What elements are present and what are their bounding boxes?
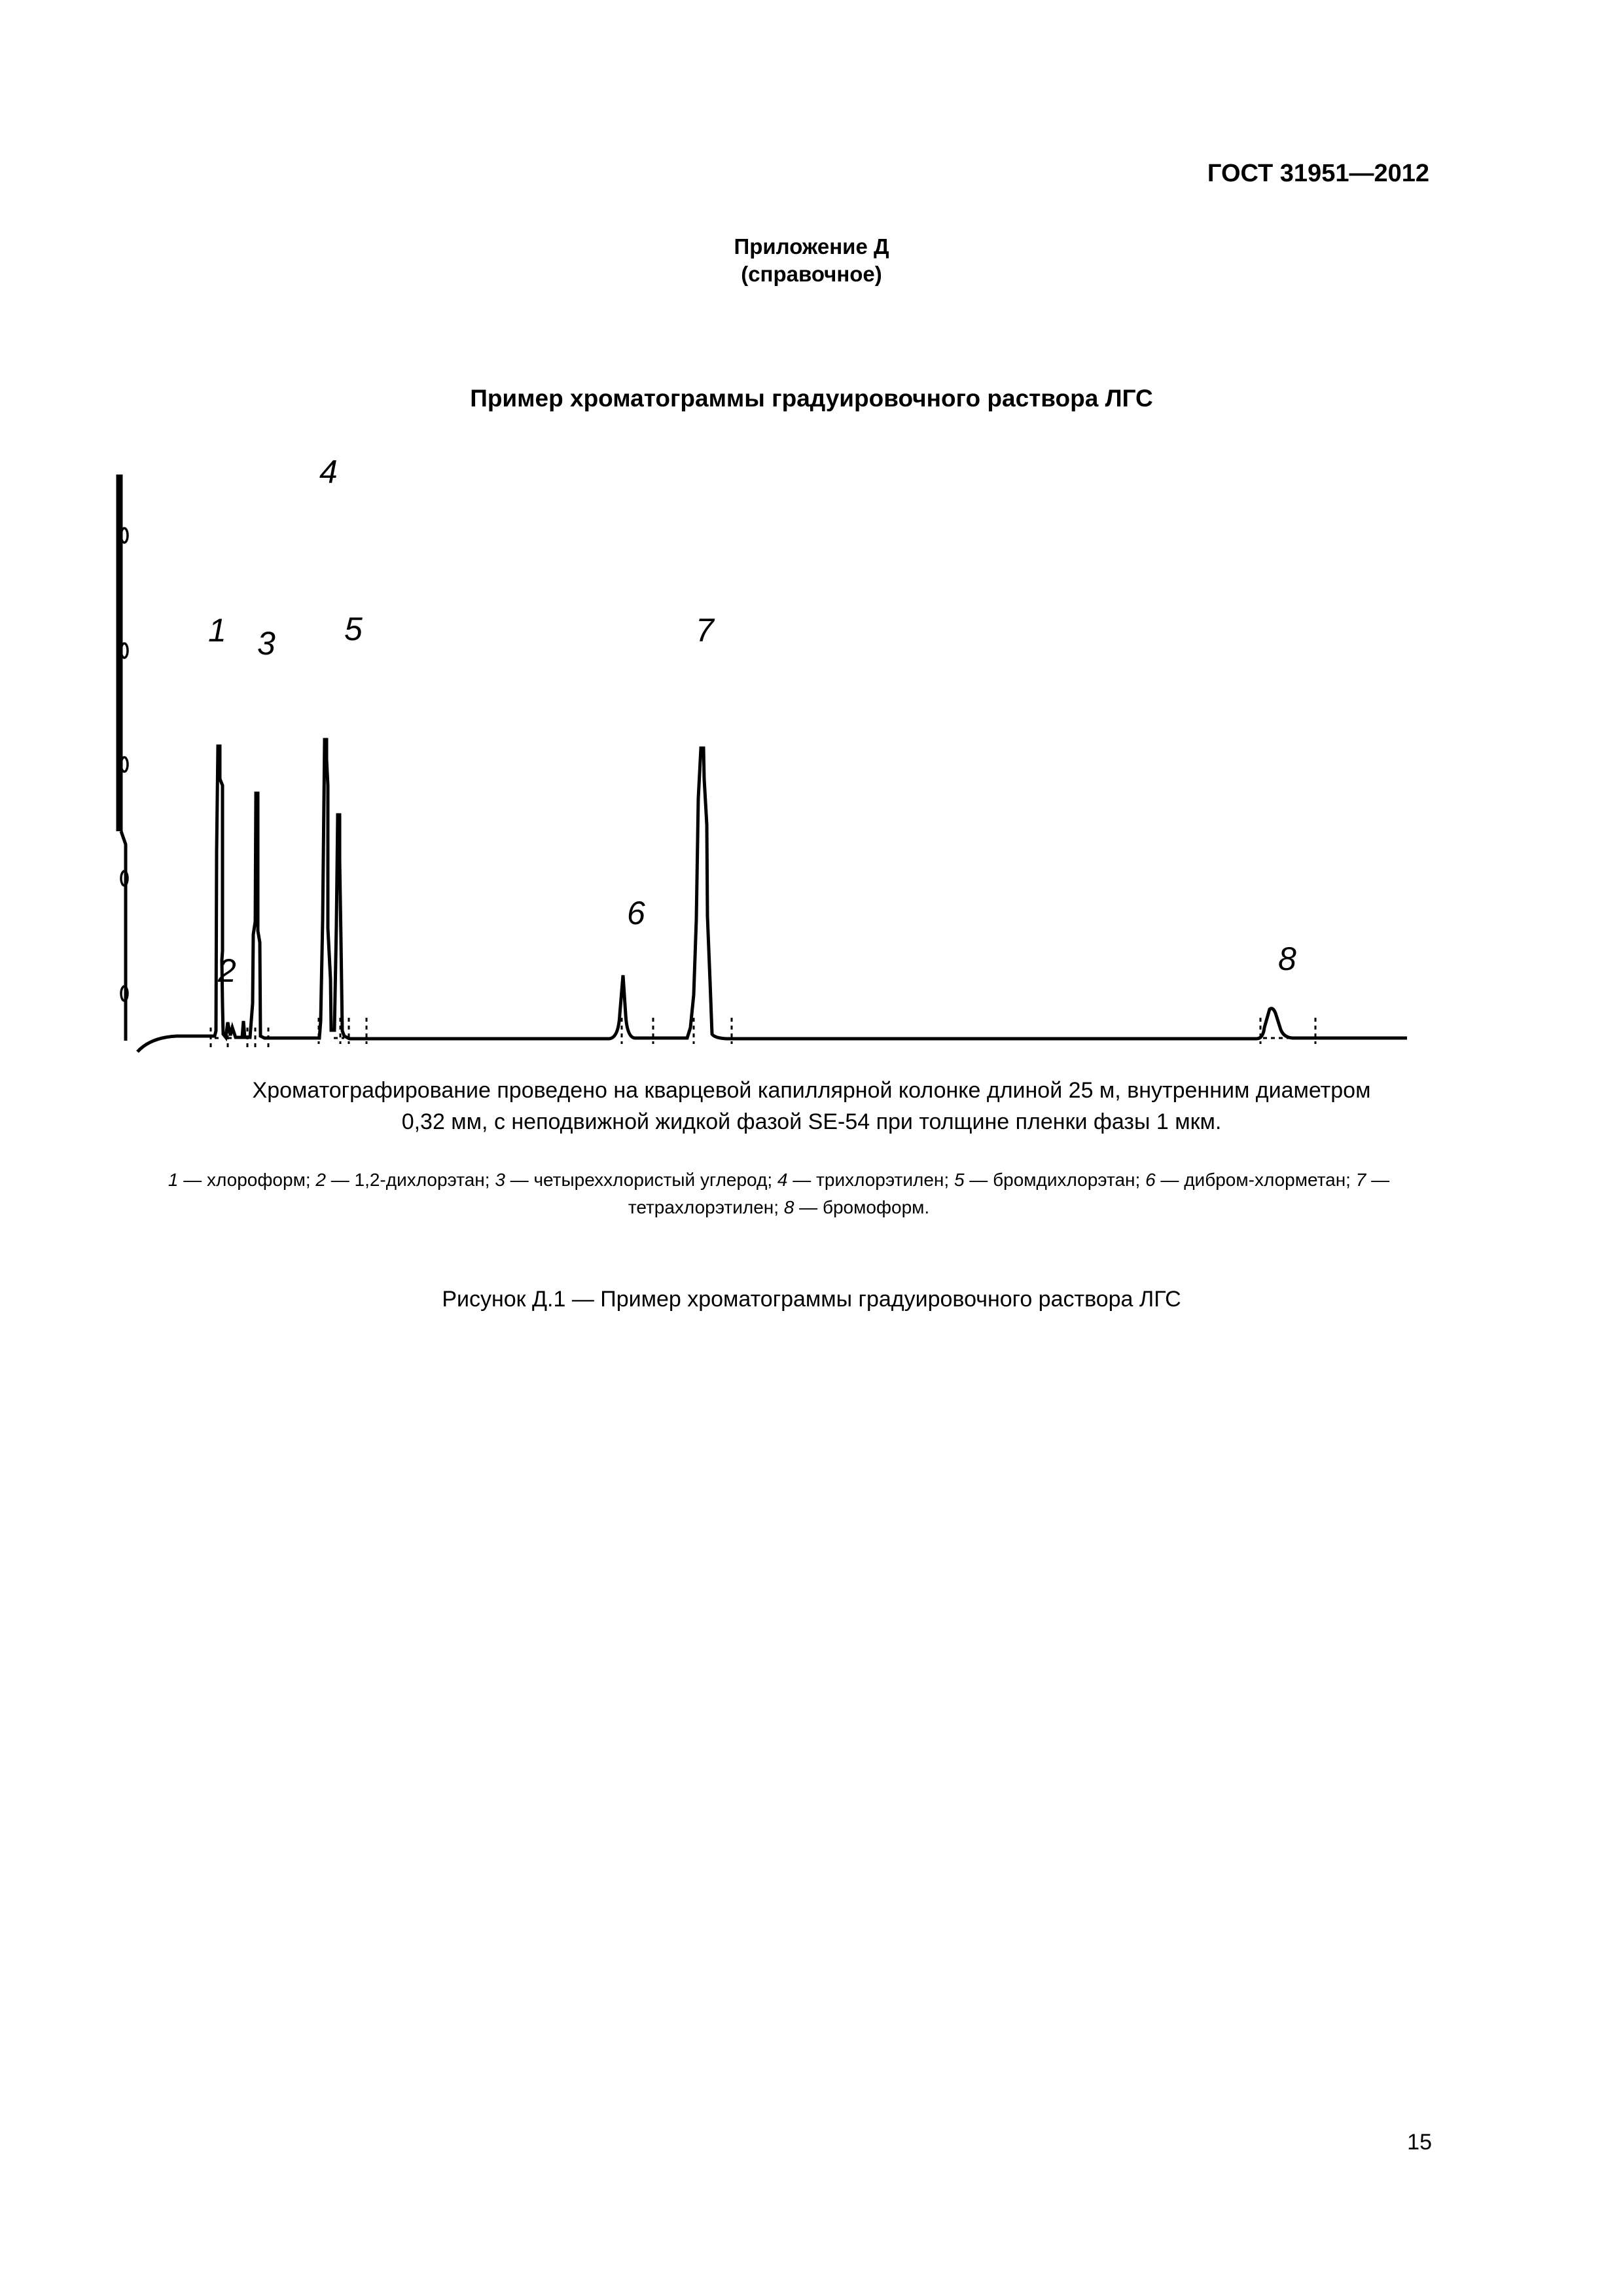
appendix-heading	[0, 233, 1623, 288]
figure-legend	[115, 1166, 1443, 1221]
conditions-line-1: Хроматографирование проведено на кварцевой капиллярной колонке длиной 25 м, внутренним диаметром	[252, 1078, 1371, 1103]
figure-conditions	[151, 1075, 1472, 1138]
peak-label-1: 1	[208, 612, 226, 649]
axis-tick-mark	[121, 528, 128, 543]
legend-text: — дибром-хлорметан;	[1155, 1170, 1356, 1190]
legend-num: 6	[1145, 1170, 1156, 1190]
peak-label-4: 4	[319, 458, 338, 490]
peak-label-6: 6	[627, 895, 645, 931]
integration-marker	[622, 1018, 732, 1044]
legend-text: — 1,2-дихлорэтан;	[325, 1170, 495, 1190]
axis-tick-mark	[121, 643, 128, 658]
peak-label-7: 7	[696, 612, 714, 649]
integration-marker	[1260, 1018, 1315, 1044]
legend-num: 2	[315, 1170, 326, 1190]
legend-text: — бромоформ.	[794, 1197, 930, 1217]
legend-text: — трихлорэтилен;	[787, 1170, 954, 1190]
legend-num: 4	[777, 1170, 788, 1190]
peak-label-2: 2	[218, 952, 236, 989]
legend-num: 8	[783, 1197, 794, 1217]
peak-label-5: 5	[344, 611, 363, 647]
legend-num: 3	[495, 1170, 505, 1190]
chromatogram-chart	[98, 458, 1420, 1067]
chromatogram-trace	[137, 740, 1407, 1052]
appendix-subtitle: (справочное)	[741, 262, 882, 286]
legend-num: 1	[168, 1170, 179, 1190]
legend-num: 7	[1355, 1170, 1366, 1190]
conditions-line-2: 0,32 мм, с неподвижной жидкой фазой SE-54 при толщине пленки фазы 1 мкм.	[401, 1109, 1222, 1134]
legend-text: — бромдихлорэтан;	[964, 1170, 1146, 1190]
figure-caption: Рисунок Д.1 — Пример хроматограммы градуировочного раствора ЛГС	[442, 1287, 1181, 1312]
appendix-title: Приложение Д	[734, 234, 889, 259]
peak-label-3: 3	[257, 625, 276, 662]
legend-text: — тетрахлорэтилен;	[628, 1170, 1390, 1217]
legend-num: 5	[954, 1170, 965, 1190]
peak-label-8: 8	[1278, 941, 1296, 977]
page-number: 15	[1407, 2130, 1432, 2155]
axis-tick-mark	[121, 757, 128, 772]
legend-text: — хлороформ;	[178, 1170, 316, 1190]
figure-title: Пример хроматограммы градуировочного раствора ЛГС	[470, 385, 1153, 412]
document-code: ГОСТ 31951—2012	[1207, 160, 1429, 187]
legend-text: — четыреххлористый углерод;	[505, 1170, 777, 1190]
